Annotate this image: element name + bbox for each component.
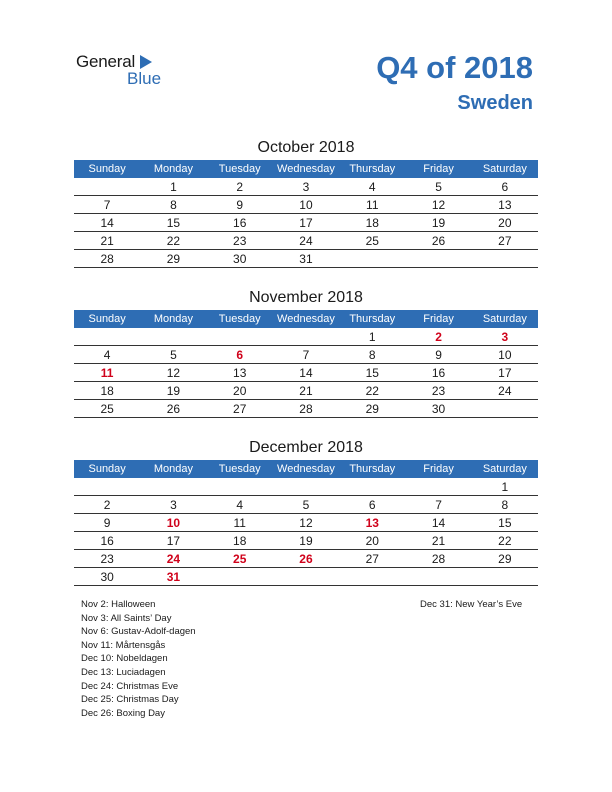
week-row — [74, 215, 538, 232]
weekday-label: Friday — [423, 463, 454, 475]
day-cell: 10 — [498, 348, 512, 362]
weekday-label: Thursday — [349, 313, 396, 325]
weekday-label: Friday — [423, 163, 454, 175]
day-cell: 13 — [365, 516, 379, 530]
day-cell: 29 — [365, 402, 379, 416]
week-row — [74, 383, 538, 400]
day-cell — [273, 479, 339, 495]
day-cell: 25 — [233, 552, 247, 566]
logo-text-blue: Blue — [127, 69, 162, 88]
day-cell: 24 — [166, 552, 181, 566]
day-cell: 11 — [366, 198, 379, 212]
holiday-entry: Nov 2: Halloween — [81, 599, 156, 610]
logo — [76, 52, 186, 92]
day-cell: 12 — [299, 516, 313, 530]
day-cell: 10 — [299, 198, 313, 212]
day-cell: 20 — [498, 216, 512, 230]
weekday-label: Thursday — [349, 163, 396, 175]
day-cell — [273, 329, 339, 345]
week-row — [74, 401, 538, 418]
day-cell: 5 — [435, 180, 442, 194]
month-title: December 2018 — [249, 439, 363, 456]
day-cell: 5 — [302, 498, 310, 512]
day-cell: 27 — [233, 402, 247, 416]
weekday-label: Wednesday — [277, 463, 335, 475]
weekday-label: Sunday — [88, 163, 126, 175]
country-subtitle: Sweden — [457, 92, 533, 114]
day-cell — [339, 479, 405, 495]
day-cell: 21 — [100, 234, 114, 248]
day-cell: 9 — [435, 348, 442, 362]
day-cell: 1 — [501, 480, 509, 494]
day-cell — [207, 479, 273, 495]
weekday-header-row — [74, 310, 538, 328]
week-row — [74, 479, 538, 496]
day-cell: 31 — [299, 252, 313, 266]
month-title: November 2018 — [249, 289, 363, 306]
day-cell: 26 — [431, 234, 446, 248]
month-title: October 2018 — [257, 139, 355, 156]
day-cell — [339, 251, 405, 267]
day-cell — [339, 569, 405, 585]
day-cell: 22 — [166, 234, 181, 248]
day-cell: 25 — [365, 234, 379, 248]
holiday-entry: Dec 31: New Year’s Eve — [420, 599, 523, 610]
day-cell: 12 — [431, 198, 446, 212]
day-cell: 6 — [501, 180, 509, 194]
day-cell: 3 — [170, 498, 177, 512]
month-october — [74, 137, 538, 268]
day-cell: 28 — [100, 252, 114, 266]
day-cell: 24 — [498, 384, 512, 398]
weekday-label: Tuesday — [218, 163, 261, 175]
day-cell: 15 — [498, 516, 512, 530]
day-cell: 6 — [236, 348, 244, 362]
weekday-label: Tuesday — [218, 313, 261, 325]
weekday-label: Thursday — [349, 463, 396, 475]
day-cell — [405, 569, 471, 585]
day-cell: 30 — [233, 252, 247, 266]
day-cell — [405, 479, 471, 495]
week-row — [74, 551, 538, 568]
weekday-label: Saturday — [482, 313, 527, 325]
day-cell — [207, 329, 273, 345]
day-cell: 26 — [299, 552, 313, 566]
day-cell: 17 — [166, 534, 181, 548]
day-cell — [405, 251, 471, 267]
day-cell: 21 — [299, 384, 313, 398]
day-cell: 4 — [368, 180, 376, 194]
day-cell: 29 — [498, 552, 512, 566]
weekday-label: Monday — [153, 163, 193, 175]
day-cell: 4 — [103, 348, 111, 362]
day-cell: 16 — [233, 216, 247, 230]
day-cell: 20 — [233, 384, 247, 398]
day-cell: 7 — [302, 348, 310, 362]
week-row — [74, 179, 538, 196]
day-cell: 20 — [365, 534, 379, 548]
day-cell: 3 — [302, 180, 310, 194]
day-cell: 15 — [166, 216, 181, 230]
weekday-label: Wednesday — [277, 313, 335, 325]
day-cell: 3 — [501, 330, 509, 344]
week-row — [74, 251, 538, 268]
day-cell: 12 — [166, 366, 181, 380]
weekday-label: Monday — [153, 313, 193, 325]
week-row — [74, 347, 538, 364]
day-cell: 11 — [233, 516, 246, 530]
day-cell: 13 — [233, 366, 247, 380]
day-cell: 30 — [100, 570, 114, 584]
weekday-label: Sunday — [88, 463, 126, 475]
day-cell: 16 — [100, 534, 114, 548]
day-cell: 18 — [365, 216, 379, 230]
day-cell: 8 — [170, 198, 177, 212]
holiday-entry: Dec 10: Nobeldagen — [81, 653, 168, 665]
week-row — [74, 515, 538, 532]
day-cell: 18 — [233, 534, 247, 548]
day-cell: 24 — [299, 234, 313, 248]
week-row — [74, 233, 538, 250]
weekday-header-row — [74, 460, 538, 478]
day-cell: 28 — [431, 552, 446, 566]
day-cell: 21 — [431, 534, 446, 548]
day-cell — [472, 251, 538, 267]
day-cell — [74, 479, 140, 495]
day-cell: 17 — [498, 366, 512, 380]
day-cell: 23 — [100, 552, 114, 566]
day-cell: 7 — [103, 198, 111, 212]
day-cell: 9 — [103, 516, 111, 530]
day-cell: 22 — [498, 534, 512, 548]
week-row — [74, 569, 538, 586]
day-cell: 27 — [365, 552, 379, 566]
day-cell: 13 — [498, 198, 512, 212]
day-cell: 26 — [166, 402, 181, 416]
weekday-header-row — [74, 160, 538, 178]
day-cell: 19 — [431, 216, 446, 230]
holiday-entry: Nov 11: Mårtensgås — [81, 639, 166, 651]
holiday-entry: Nov 3: All Saints’ Day — [81, 612, 172, 624]
day-cell: 4 — [236, 498, 244, 512]
holiday-entry: Nov 6: Gustav-Adolf-dagen — [81, 626, 196, 638]
weekday-label: Monday — [153, 463, 193, 475]
weekday-label: Saturday — [482, 163, 527, 175]
day-cell: 2 — [435, 330, 442, 344]
page-title: Q4 of 2018 — [376, 50, 533, 85]
day-cell: 14 — [431, 516, 446, 530]
day-cell: 23 — [233, 234, 247, 248]
day-cell: 2 — [236, 180, 244, 194]
day-cell: 1 — [170, 180, 177, 194]
day-cell — [140, 479, 206, 495]
day-cell: 22 — [365, 384, 379, 398]
day-cell: 1 — [368, 330, 376, 344]
weekday-label: Sunday — [88, 313, 126, 325]
day-cell — [472, 569, 538, 585]
day-cell: 7 — [435, 498, 442, 512]
week-row — [74, 533, 538, 550]
day-cell: 18 — [100, 384, 114, 398]
day-cell — [472, 401, 538, 417]
day-cell: 11 — [100, 366, 114, 380]
weekday-label: Tuesday — [218, 463, 261, 475]
day-cell — [74, 179, 140, 195]
day-cell: 28 — [299, 402, 313, 416]
day-cell: 25 — [100, 402, 114, 416]
week-row — [74, 329, 538, 346]
day-cell: 5 — [170, 348, 177, 362]
day-cell — [207, 569, 273, 585]
month-december — [74, 437, 538, 586]
day-cell: 14 — [100, 216, 114, 230]
day-cell: 8 — [501, 498, 509, 512]
holiday-entry: Dec 26: Boxing Day — [81, 707, 165, 719]
day-cell: 27 — [498, 234, 512, 248]
day-cell: 14 — [299, 366, 313, 380]
weekday-label: Wednesday — [277, 163, 335, 175]
weekday-label: Saturday — [482, 463, 527, 475]
day-cell: 16 — [431, 366, 446, 380]
day-cell — [273, 569, 339, 585]
day-cell: 30 — [431, 402, 446, 416]
day-cell: 23 — [431, 384, 446, 398]
day-cell: 10 — [166, 516, 181, 530]
day-cell: 15 — [365, 366, 379, 380]
day-cell: 29 — [166, 252, 181, 266]
logo-triangle-icon — [140, 55, 152, 69]
day-cell: 31 — [166, 570, 181, 584]
week-row — [74, 497, 538, 514]
month-november — [74, 287, 538, 418]
holiday-entry: Dec 25: Christmas Day — [81, 694, 179, 706]
logo-text-general: General — [76, 52, 136, 71]
week-row — [74, 197, 538, 214]
day-cell — [74, 329, 140, 345]
week-row — [74, 365, 538, 382]
holiday-list-right — [420, 598, 522, 612]
day-cell — [140, 329, 206, 345]
weekday-label: Friday — [423, 313, 454, 325]
day-cell: 8 — [368, 348, 376, 362]
day-cell: 9 — [236, 198, 244, 212]
holiday-list — [81, 598, 196, 720]
day-cell: 19 — [166, 384, 181, 398]
holiday-entry: Dec 13: Luciadagen — [81, 666, 166, 678]
day-cell: 2 — [103, 498, 111, 512]
holiday-entry: Dec 24: Christmas Eve — [81, 680, 179, 692]
day-cell: 17 — [299, 216, 313, 230]
day-cell: 19 — [299, 534, 313, 548]
day-cell: 6 — [368, 498, 376, 512]
